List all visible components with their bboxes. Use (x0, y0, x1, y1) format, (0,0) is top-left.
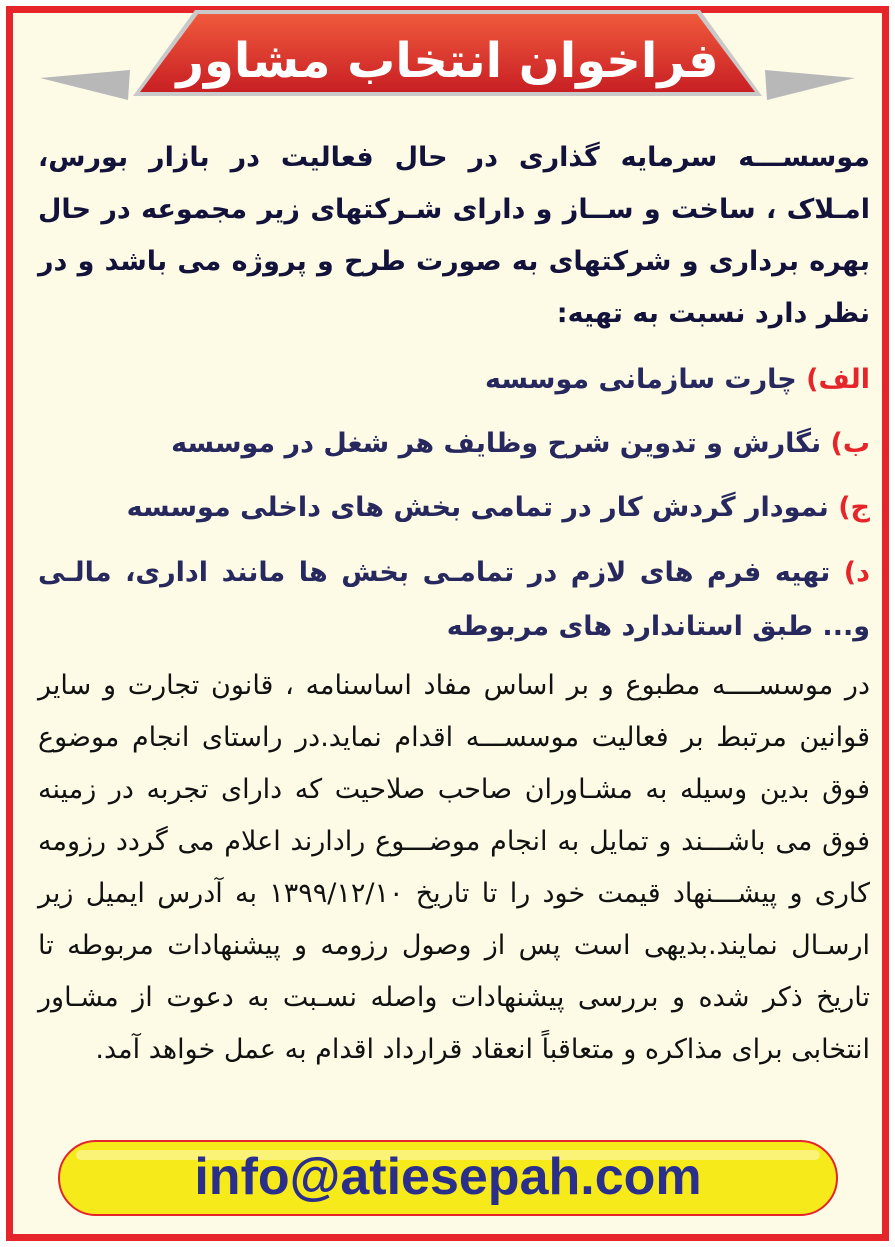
body-paragraph: در موسســــه مطبوع و بر اساس مفاد اساسنامه ، قانون تجارت و سایر قوانین مرتبط بر فعالیت موسســـه اقدام نماید.در راستای انجام موضوع فوق بدین وسیله به مشـاوران صاحب صلاحیت که دارای تجربه در زمینه فوق می باشـــند و تمایل به انجام موضـــوع رادارند اعلام می گردد رزومه کاری و پیشـــنهاد قیمت خود را تا تاریخ ۱۳۹۹/۱۲/۱۰ به آدرس ایمیل زیر ارسـال نمایند.بدیهی است پس از وصول رزومه و پیشنهادات مربوطه تا تاریخ ذکر شده و بررسی پیشنهادات واصله نسـبت به دعوت از مشـاور انتخابی برای مذاکره و متعاقباً انعقاد قرارداد اقدام به عمل خواهد آمد. (38, 670, 870, 1065)
banner-left-ribbon (40, 70, 130, 100)
item-text: نگارش و تدوین شرح وظایف هر شغل در موسسه (171, 428, 831, 459)
list-item (38, 476, 870, 540)
list-item (38, 546, 870, 654)
item-letter: ج) (838, 492, 870, 523)
announcement-content (38, 132, 870, 1076)
item-letter: د) (843, 557, 870, 588)
item-text: چارت سازمانی موسسه (485, 364, 807, 395)
page-title: فراخوان انتخاب مشاور (176, 33, 719, 89)
list-item (38, 412, 870, 476)
banner-right-ribbon (765, 70, 855, 100)
items-list (38, 348, 870, 654)
list-item (38, 348, 870, 412)
item-letter: ب) (830, 428, 870, 459)
email-link[interactable]: info@atiesepah.com (194, 1148, 702, 1206)
item-letter: الف) (806, 364, 870, 395)
item-text: تهیه فرم های لازم در تمامـی بخش ها مانند اداری، مالـی و... طبق استاندارد های مربوطه (38, 557, 870, 642)
intro-paragraph: موسســـه سرمایه گذاری در حال فعالیت در بازار بورس، امـلاک ، ساخت و ســاز و دارای شـرکتهای زیر مجموعه در حال بهره برداری و شرکتهای به صورت طرح و پروژه می باشد و در نظر دارد نسبت به تهیه: (38, 142, 870, 329)
item-text: نمودار گردش کار در تمامی بخش های داخلی موسسه (126, 492, 839, 523)
